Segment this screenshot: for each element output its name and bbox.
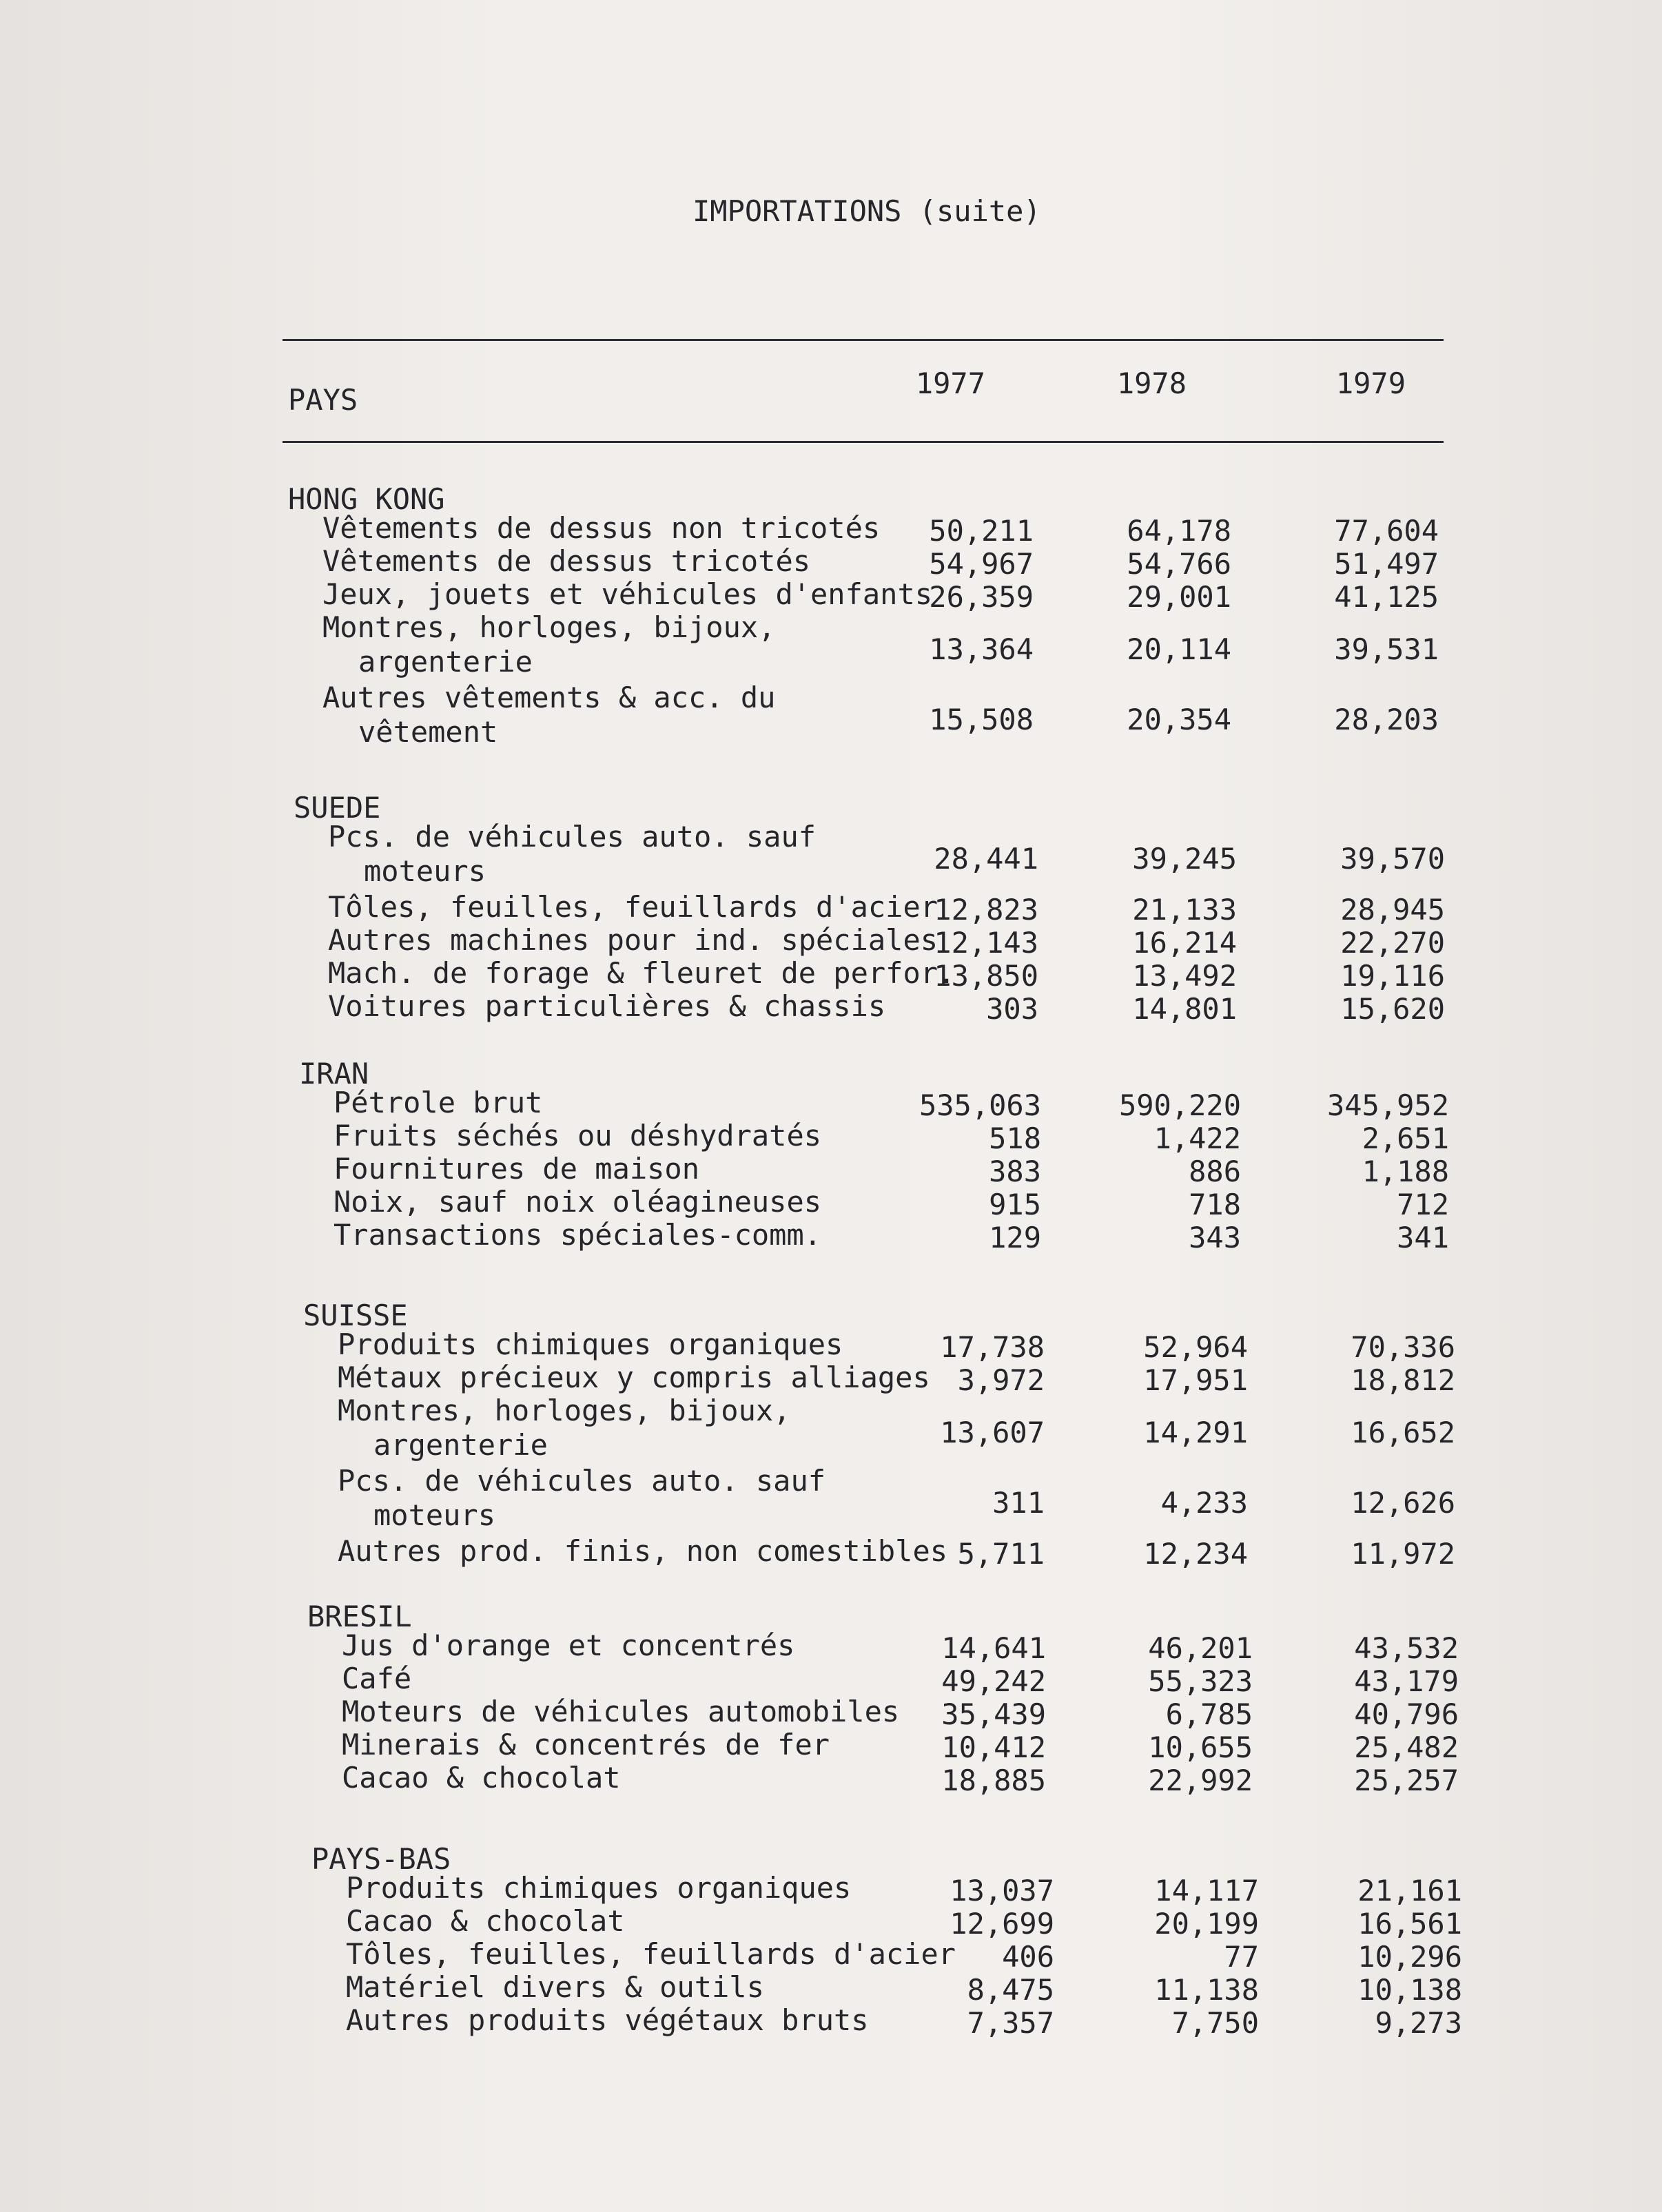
- value-1978: 13,492: [1132, 959, 1237, 993]
- value-1977: 12,699: [950, 1907, 1054, 1941]
- value-1979: 43,532: [1354, 1631, 1459, 1665]
- item-label: [334, 1086, 542, 1120]
- value-1978: 7,750: [1171, 2006, 1259, 2040]
- item-label-line: Métaux précieux y compris alliages: [338, 1361, 930, 1394]
- value-1979: 43,179: [1354, 1664, 1459, 1698]
- item-label: [346, 1937, 956, 1972]
- item-label: [334, 1185, 821, 1219]
- item-label-line: Voitures particulières & chassis: [328, 989, 886, 1023]
- value-1978: 12,234: [1143, 1537, 1248, 1571]
- item-label: [328, 989, 885, 1024]
- country-heading: HONG KONG: [288, 482, 445, 516]
- value-1977: 12,143: [934, 926, 1038, 960]
- country-heading: IRAN: [299, 1057, 369, 1091]
- value-1977: 50,211: [929, 514, 1034, 548]
- value-1979: 345,952: [1326, 1088, 1449, 1122]
- value-1977: 8,475: [967, 1973, 1054, 2007]
- value-1979: 2,651: [1362, 1121, 1449, 1155]
- item-label-line: Produits chimiques organiques: [346, 1871, 852, 1905]
- item-label: [342, 1629, 794, 1663]
- value-1977: 7,357: [967, 2006, 1054, 2040]
- value-1977: 13,850: [934, 959, 1038, 993]
- value-1978: 14,801: [1132, 992, 1237, 1026]
- item-label: [346, 1904, 625, 1939]
- item-label-line: Café: [342, 1662, 412, 1695]
- value-1978: 718: [1189, 1188, 1241, 1221]
- value-1979: 9,273: [1375, 2006, 1462, 2040]
- value-1977: 17,738: [940, 1330, 1045, 1364]
- item-label-line: Cacao & chocolat: [346, 1904, 625, 1938]
- column-header-country: PAYS: [288, 383, 358, 417]
- value-1979: 18,812: [1351, 1363, 1455, 1397]
- item-label: [322, 577, 932, 612]
- value-1977: 35,439: [941, 1697, 1046, 1731]
- item-label-line: Autres prod. finis, non comestibles: [338, 1534, 948, 1568]
- item-label: [346, 1970, 764, 2005]
- value-1977: 13,364: [929, 632, 1034, 666]
- value-1979: 28,945: [1340, 893, 1445, 927]
- value-1979: 22,270: [1340, 926, 1445, 960]
- value-1977: 5,711: [957, 1537, 1045, 1571]
- item-label-continuation: moteurs: [364, 854, 486, 888]
- value-1979: 12,626: [1351, 1486, 1455, 1520]
- item-label: [346, 2003, 869, 2038]
- item-label-line: Jeux, jouets et véhicules d'enfants: [322, 577, 933, 611]
- value-1977: 18,885: [941, 1764, 1046, 1797]
- item-label: [322, 681, 775, 750]
- item-label-continuation: argenterie: [373, 1428, 548, 1462]
- item-label: [328, 890, 938, 924]
- item-label: [322, 610, 775, 679]
- value-1978: 6,785: [1165, 1697, 1253, 1731]
- value-1977: 406: [1002, 1940, 1054, 1974]
- value-1978: 29,001: [1127, 580, 1231, 614]
- column-header-1978: 1978: [1116, 366, 1187, 400]
- item-label: [338, 1534, 947, 1569]
- document-title: IMPORTATIONS (suite): [692, 194, 1041, 228]
- item-label: [338, 1464, 825, 1533]
- country-heading: SUISSE: [303, 1299, 408, 1332]
- value-1977: 49,242: [941, 1664, 1046, 1698]
- item-label: [338, 1327, 843, 1362]
- value-1977: 303: [986, 992, 1038, 1026]
- value-1978: 20,199: [1154, 1907, 1259, 1941]
- item-label: [346, 1871, 851, 1905]
- value-1978: 22,992: [1148, 1764, 1253, 1797]
- value-1978: 46,201: [1148, 1631, 1253, 1665]
- value-1977: 13,607: [940, 1416, 1045, 1449]
- item-label-line: Tôles, feuilles, feuillards d'acier: [346, 1937, 956, 1971]
- item-label-line: Cacao & chocolat: [342, 1761, 621, 1795]
- item-label: [338, 1394, 790, 1462]
- item-label-line: Autres machines pour ind. spéciales: [328, 923, 938, 957]
- value-1978: 4,233: [1160, 1486, 1248, 1520]
- value-1978: 20,354: [1127, 703, 1231, 736]
- item-label: [342, 1761, 621, 1795]
- column-header-1979: 1979: [1335, 366, 1406, 400]
- value-1978: 11,138: [1154, 1973, 1259, 2007]
- value-1977: 129: [989, 1221, 1041, 1254]
- value-1977: 3,972: [957, 1363, 1045, 1397]
- item-label-line: Pétrole brut: [334, 1086, 543, 1119]
- value-1979: 11,972: [1351, 1537, 1455, 1571]
- item-label: [334, 1218, 821, 1252]
- item-label-line: Pcs. de véhicules auto. sauf: [328, 820, 817, 854]
- value-1978: 1,422: [1153, 1121, 1241, 1155]
- value-1978: 77: [1224, 1940, 1259, 1974]
- value-1979: 712: [1397, 1188, 1449, 1221]
- value-1979: 39,531: [1334, 632, 1439, 666]
- value-1979: 19,116: [1340, 959, 1445, 993]
- item-label-line: Mach. de forage & fleuret de perfor.: [328, 956, 956, 990]
- column-header-1977: 1977: [915, 366, 985, 400]
- item-label-line: Transactions spéciales-comm.: [334, 1218, 822, 1252]
- value-1979: 10,138: [1357, 1973, 1462, 2007]
- value-1977: 311: [992, 1486, 1045, 1520]
- item-label: [322, 544, 810, 579]
- value-1979: 1,188: [1362, 1155, 1449, 1188]
- value-1979: 77,604: [1334, 514, 1439, 548]
- item-label-line: Matériel divers & outils: [346, 1970, 764, 2004]
- item-label: [338, 1361, 930, 1395]
- country-heading: SUEDE: [294, 791, 381, 825]
- value-1979: 21,161: [1357, 1874, 1462, 1908]
- value-1978: 14,291: [1143, 1416, 1248, 1449]
- value-1978: 54,766: [1127, 547, 1231, 581]
- item-label-continuation: argenterie: [358, 645, 533, 679]
- item-label: [328, 923, 938, 958]
- item-label: [342, 1695, 899, 1729]
- item-label-line: Fruits séchés ou déshydratés: [334, 1119, 822, 1152]
- value-1978: 590,220: [1118, 1088, 1241, 1122]
- value-1979: 51,497: [1334, 547, 1439, 581]
- value-1978: 14,117: [1154, 1874, 1259, 1908]
- item-label-line: Autres vêtements & acc. du: [322, 681, 776, 714]
- country-heading: BRESIL: [307, 1600, 412, 1633]
- item-label-line: Pcs. de véhicules auto. sauf: [338, 1464, 826, 1498]
- item-label: [334, 1119, 821, 1153]
- value-1979: 70,336: [1351, 1330, 1455, 1364]
- item-label: [342, 1662, 411, 1696]
- item-label-line: Jus d'orange et concentrés: [342, 1629, 795, 1662]
- value-1979: 40,796: [1354, 1697, 1459, 1731]
- value-1977: 13,037: [950, 1874, 1054, 1908]
- value-1979: 341: [1397, 1221, 1449, 1254]
- country-heading: PAYS-BAS: [311, 1842, 451, 1876]
- value-1978: 64,178: [1127, 514, 1231, 548]
- value-1978: 17,951: [1143, 1363, 1248, 1397]
- value-1977: 26,359: [929, 580, 1034, 614]
- item-label-continuation: moteurs: [373, 1498, 496, 1532]
- value-1979: 16,652: [1351, 1416, 1455, 1449]
- value-1979: 41,125: [1334, 580, 1439, 614]
- value-1978: 16,214: [1132, 926, 1237, 960]
- value-1977: 535,063: [919, 1088, 1041, 1122]
- value-1978: 39,245: [1132, 842, 1237, 876]
- item-label: [328, 820, 816, 889]
- item-label-line: Produits chimiques organiques: [338, 1327, 843, 1361]
- value-1979: 25,257: [1354, 1764, 1459, 1797]
- item-label-line: Vêtements de dessus tricotés: [322, 544, 811, 578]
- item-label-line: Fournitures de maison: [334, 1152, 700, 1186]
- value-1979: 25,482: [1354, 1730, 1459, 1764]
- item-label-line: Autres produits végétaux bruts: [346, 2003, 869, 2037]
- item-label-line: Montres, horloges, bijoux,: [322, 610, 776, 644]
- value-1977: 10,412: [941, 1730, 1046, 1764]
- value-1978: 343: [1189, 1221, 1241, 1254]
- item-label-line: Montres, horloges, bijoux,: [338, 1394, 791, 1427]
- item-label: [342, 1728, 830, 1762]
- value-1977: 28,441: [934, 842, 1038, 876]
- item-label: [334, 1152, 699, 1186]
- value-1977: 915: [989, 1188, 1041, 1221]
- value-1977: 14,641: [941, 1631, 1046, 1665]
- value-1977: 15,508: [929, 703, 1034, 736]
- value-1977: 54,967: [929, 547, 1034, 581]
- value-1979: 28,203: [1334, 703, 1439, 736]
- item-label: [322, 511, 880, 546]
- item-label-continuation: vêtement: [358, 715, 498, 749]
- value-1979: 15,620: [1340, 992, 1445, 1026]
- value-1978: 20,114: [1127, 632, 1231, 666]
- item-label-line: Tôles, feuilles, feuillards d'acier: [328, 890, 938, 924]
- value-1979: 39,570: [1340, 842, 1445, 876]
- value-1979: 10,296: [1357, 1940, 1462, 1974]
- value-1978: 10,655: [1148, 1730, 1253, 1764]
- value-1977: 518: [989, 1121, 1041, 1155]
- value-1978: 886: [1189, 1155, 1241, 1188]
- item-label-line: Moteurs de véhicules automobiles: [342, 1695, 900, 1728]
- value-1978: 52,964: [1143, 1330, 1248, 1364]
- value-1979: 16,561: [1357, 1907, 1462, 1941]
- item-label-line: Noix, sauf noix oléagineuses: [334, 1185, 822, 1219]
- value-1978: 55,323: [1148, 1664, 1253, 1698]
- item-label-line: Minerais & concentrés de fer: [342, 1728, 830, 1761]
- value-1977: 12,823: [934, 893, 1038, 927]
- value-1978: 21,133: [1132, 893, 1237, 927]
- value-1977: 383: [989, 1155, 1041, 1188]
- item-label-line: Vêtements de dessus non tricotés: [322, 511, 881, 545]
